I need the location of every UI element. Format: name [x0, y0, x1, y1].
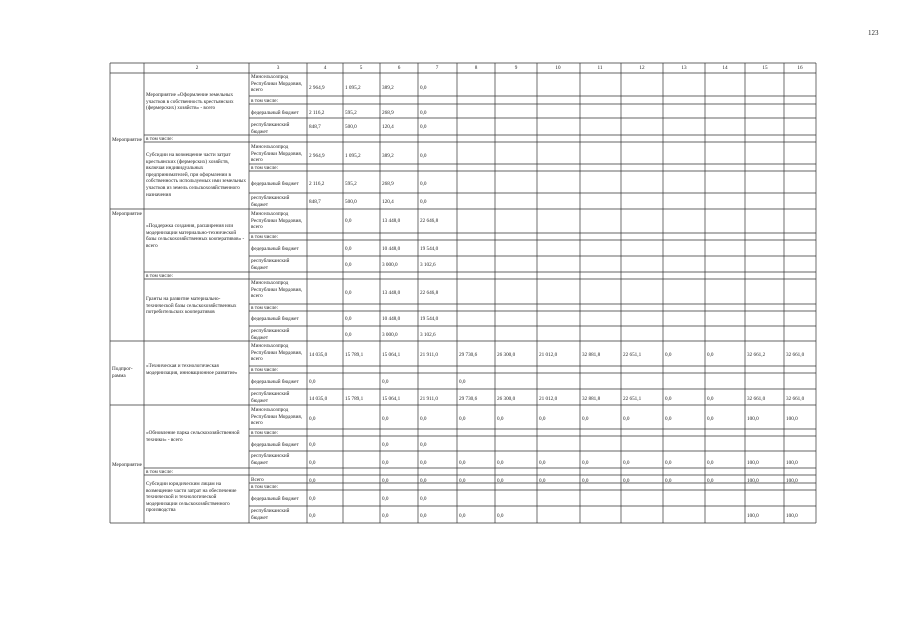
table-cell: 0,0 [420, 478, 427, 484]
table-cell: 0,0 [707, 478, 714, 484]
table-cell: 10 448,0 [382, 246, 401, 252]
table-cell: 0,0 [345, 262, 352, 268]
source-federal-4: федеральный бюджет [251, 316, 299, 322]
table-cell: 100,0 [786, 513, 798, 519]
source-vsego-7: Всего [251, 477, 264, 483]
col-header-4: 4 [323, 65, 327, 71]
table-cell: 0,0 [420, 124, 427, 130]
source-vtch-2: в том числе: [251, 165, 279, 171]
table-cell: 0,0 [420, 513, 427, 519]
table-cell: 32 661,0 [786, 352, 805, 358]
source-vtch-1: в том числе: [251, 98, 279, 104]
table-cell: 26 300,0 [497, 396, 516, 402]
table-cell: 0,0 [497, 513, 504, 519]
label-meropriyatie-1: Мероприятие [112, 137, 142, 143]
description-1: Мероприятие «Оформление земельных участков в собственность крестьянских (фермерских) хозяйств» - всего [146, 92, 234, 112]
source-vtch-3: в том числе: [251, 234, 279, 240]
col-header-6: 6 [397, 65, 401, 71]
source-federal-2: федеральный бюджет [251, 181, 299, 187]
table-cell: 32 661,0 [786, 396, 805, 402]
table-cell: 0,0 [497, 478, 504, 484]
source-minselhoz-1: Минсельхозпрод Республики Мордовия, всего [251, 74, 303, 94]
table-cell: 19 544,0 [420, 246, 439, 252]
table-cell: 22 646,8 [420, 218, 439, 224]
table-cell: 0,0 [459, 478, 466, 484]
col-header-16: 16 [797, 65, 803, 71]
table-cell: 0,0 [459, 379, 466, 385]
source-vtch-5: в том числе: [251, 367, 279, 373]
table-cell: 100,0 [786, 478, 798, 484]
table-cell: 0,0 [382, 379, 389, 385]
table-cell: 0,0 [582, 478, 589, 484]
table-cell: 0,0 [420, 442, 427, 448]
table-cell: 120,4 [382, 199, 394, 205]
table-cell: 120,4 [382, 124, 394, 130]
source-republic-6: республиканский бюджет [251, 453, 290, 466]
table-cell: 0,0 [382, 416, 389, 422]
table-cell: 0,0 [665, 352, 672, 358]
table-cell: 0,0 [497, 460, 504, 466]
table-cell: 22 646,8 [420, 290, 439, 296]
table-cell: 848,7 [309, 199, 321, 205]
table-cell: 3 102,6 [420, 332, 436, 338]
table-cell: 3 102,6 [420, 262, 436, 268]
table-cell: 0,0 [382, 513, 389, 519]
source-vtch-4: в том числе: [251, 305, 279, 311]
source-minselhoz-5: Минсельхозпрод Республики Мордовия, всего [251, 343, 303, 363]
label-meropriyatie-2: Мероприятие [112, 211, 142, 217]
table-cell: 0,0 [309, 416, 316, 422]
table-cell: 0,0 [420, 416, 427, 422]
col-header-10: 10 [555, 65, 561, 71]
table-cell: 595,2 [345, 110, 357, 116]
source-minselhoz-6: Минсельхозпрод Республики Мордовия, всего [251, 407, 303, 427]
table-cell: 0,0 [382, 496, 389, 502]
table-cell: 0,0 [382, 460, 389, 466]
table-cell: 0,0 [420, 181, 427, 187]
label-meropriyatie-3: Мероприятие [112, 462, 142, 468]
source-federal-1: федеральный бюджет [251, 110, 299, 116]
table-cell: 268,9 [382, 181, 394, 187]
table-cell: 15 789,1 [345, 352, 364, 358]
table-cell: 14 035,0 [309, 396, 328, 402]
table-cell: 19 544,0 [420, 316, 439, 322]
table-cell: 848,7 [309, 124, 321, 130]
table-cell: 0,0 [420, 110, 427, 116]
table-cell: 32 661,0 [747, 396, 766, 402]
table-cell: 0,0 [309, 379, 316, 385]
source-republic-4: республиканский бюджет [251, 328, 290, 341]
source-republic-5: республиканский бюджет [251, 391, 290, 404]
col-header-7: 7 [435, 65, 439, 71]
table-cell: 0,0 [382, 478, 389, 484]
source-republic-2: республиканский бюджет [251, 195, 290, 208]
label-podprogramma: Подпрог-рамма [112, 366, 133, 379]
source-republic-7: республиканский бюджет [251, 508, 290, 521]
table-cell: 0,0 [665, 478, 672, 484]
table-cell: 14 035,0 [309, 352, 328, 358]
table-cell: 21 012,0 [539, 396, 558, 402]
table-cell: 1 095,2 [345, 85, 361, 91]
table-cell: 0,0 [707, 396, 714, 402]
table-cell: 0,0 [665, 396, 672, 402]
source-federal-7: федеральный бюджет [251, 496, 299, 502]
col-header-2: 2 [195, 65, 199, 71]
table-cell: 0,0 [459, 416, 466, 422]
table-cell: 100,0 [786, 416, 798, 422]
table-cell: 0,0 [420, 199, 427, 205]
table-cell: 21 911,0 [420, 396, 438, 402]
table-cell: 0,0 [459, 513, 466, 519]
table-cell: 389,2 [382, 153, 394, 159]
table-cell: 0,0 [707, 352, 714, 358]
col-header-3: 3 [276, 65, 280, 71]
page-number: 123 [868, 29, 879, 37]
description-6: «Обновление парка сельскохозяйственной техники» - всего [146, 430, 240, 443]
table-cell: 0,0 [623, 416, 630, 422]
source-republic-3: республиканский бюджет [251, 258, 290, 271]
table-cell: 0,0 [582, 416, 589, 422]
source-minselhoz-2: Минсельхозпрод Республики Мордовия, всего [251, 144, 303, 164]
table-cell: 0,0 [345, 218, 352, 224]
table-cell: 0,0 [539, 416, 546, 422]
table-cell: 0,0 [345, 332, 352, 338]
table-cell: 0,0 [345, 316, 352, 322]
table-cell: 0,0 [309, 496, 316, 502]
v-tom-chisle-3: в том числе: [146, 469, 174, 475]
table-cell: 0,0 [309, 478, 316, 484]
table-cell: 100,0 [786, 460, 798, 466]
table-cell: 0,0 [420, 153, 427, 159]
table-cell: 3 000,0 [382, 332, 398, 338]
table-cell: 0,0 [497, 416, 504, 422]
description-2: Субсидии на возмещение части затрат крестьянских (фермерских) хозяйств, включая индивидуальных предпринимателей, при оформлении в собственность используемых ими земельных участков из земель сельскохозяйственного назначения [146, 152, 246, 198]
table-cell: 500,0 [345, 199, 357, 205]
table-cell: 2 964,9 [309, 85, 325, 91]
table-cell: 21 911,0 [420, 352, 438, 358]
table-cell: 15 064,1 [382, 396, 401, 402]
table-cell: 0,0 [345, 246, 352, 252]
table-cell: 32 881,8 [582, 352, 601, 358]
source-republic-1: республиканский бюджет [251, 122, 290, 135]
table-cell: 0,0 [665, 460, 672, 466]
source-vtch-6: в том числе: [251, 430, 279, 436]
col-header-9: 9 [514, 65, 518, 71]
table-cell: 0,0 [539, 478, 546, 484]
source-vtch-7: в том числе: [251, 484, 279, 490]
table-cell: 100,0 [747, 478, 759, 484]
table-cell: 0,0 [345, 290, 352, 296]
table-cell: 32 661,2 [747, 352, 766, 358]
table-cell: 0,0 [582, 460, 589, 466]
col-header-11: 11 [597, 65, 603, 71]
table-cell: 0,0 [459, 460, 466, 466]
col-header-13: 13 [681, 65, 687, 71]
table-cell: 0,0 [309, 513, 316, 519]
table-cell: 0,0 [309, 442, 316, 448]
description-3: «Поддержка создания, расширения или модернизации материально-технической базы сельскохозяйственных кооперативов» - всего [146, 223, 245, 249]
table-cell: 10 448,0 [382, 316, 401, 322]
table-cell: 1 095,2 [345, 153, 361, 159]
table-cell: 0,0 [382, 442, 389, 448]
table-cell: 22 651,1 [623, 352, 642, 358]
table-cell: 389,2 [382, 85, 394, 91]
table-cell: 29 730,6 [459, 396, 478, 402]
col-header-14: 14 [722, 65, 728, 71]
table-cell: 595,2 [345, 181, 357, 187]
source-minselhoz-4: Минсельхозпрод Республики Мордовия, всего [251, 280, 303, 300]
table-cell: 0,0 [309, 460, 316, 466]
table-cell: 0,0 [623, 460, 630, 466]
table-cell: 0,0 [420, 496, 427, 502]
table-cell: 13 448,0 [382, 218, 401, 224]
table-cell: 0,0 [539, 460, 546, 466]
col-header-12: 12 [639, 65, 645, 71]
col-header-15: 15 [762, 65, 768, 71]
table-cell: 0,0 [665, 416, 672, 422]
table-cell: 100,0 [747, 460, 759, 466]
table-cell: 13 448,0 [382, 290, 401, 296]
table-cell: 0,0 [420, 85, 427, 91]
table-cell: 15 789,1 [345, 396, 364, 402]
table-cell: 100,0 [747, 416, 759, 422]
table-cell: 0,0 [707, 460, 714, 466]
table-cell: 22 651,1 [623, 396, 642, 402]
table-cell: 15 064,1 [382, 352, 401, 358]
source-federal-3: федеральный бюджет [251, 246, 299, 252]
source-federal-5: федеральный бюджет [251, 379, 299, 385]
table-cell: 0,0 [420, 460, 427, 466]
col-header-5: 5 [359, 65, 363, 71]
table-cell: 100,0 [747, 513, 759, 519]
v-tom-chisle-2: в том числе: [146, 273, 174, 279]
v-tom-chisle-1: в том числе: [146, 136, 174, 142]
col-header-8: 8 [474, 65, 478, 71]
source-federal-6: федеральный бюджет [251, 442, 299, 448]
table-cell: 0,0 [623, 478, 630, 484]
table-cell: 2 116,2 [309, 110, 325, 116]
table-cell: 21 012,0 [539, 352, 558, 358]
table-cell: 26 300,0 [497, 352, 516, 358]
table-cell: 29 730,6 [459, 352, 478, 358]
table-cell: 500,0 [345, 124, 357, 130]
source-minselhoz-3: Минсельхозпрод Республики Мордовия, всего [251, 211, 303, 231]
description-4: Гранты на развитие материально-технической базы сельскохозяйственных потребительских кооперативов [146, 296, 237, 316]
table-cell: 3 000,0 [382, 262, 398, 268]
description-7: Субсидии юридическим лицам на возмещение части затрат на обеспечение технической и технологической модернизации сельскохозяйственного производства [146, 481, 237, 514]
table-cell: 2 964,9 [309, 153, 325, 159]
table-cell: 0,0 [707, 416, 714, 422]
table-cell: 32 881,8 [582, 396, 601, 402]
description-5: «Техническая и технологическая модернизация, инновационное развитие» [146, 363, 238, 376]
table-cell: 2 116,2 [309, 181, 325, 187]
table-cell: 268,9 [382, 110, 394, 116]
